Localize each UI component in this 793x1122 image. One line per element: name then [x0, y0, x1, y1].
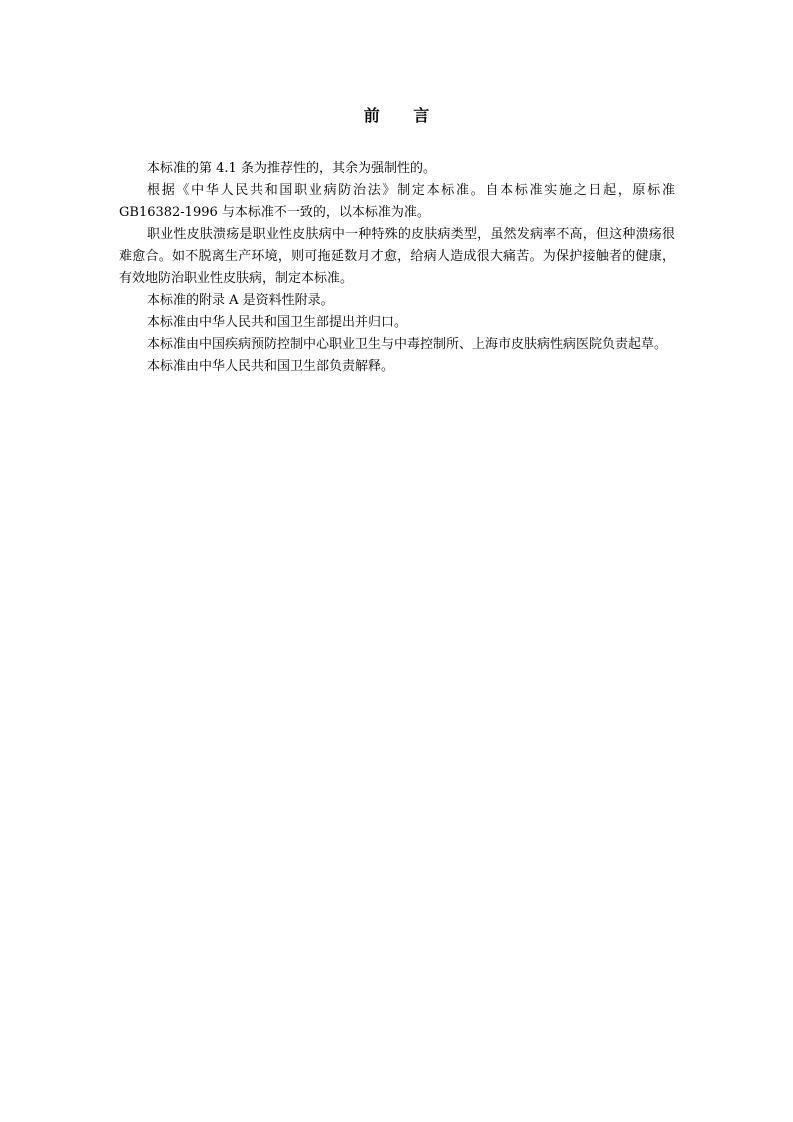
paragraph-interpretation: 本标准由中华人民共和国卫生部负责解释。 — [147, 359, 395, 374]
paragraph-background: 职业性皮肤溃疡是职业性皮肤病中一种特殊的皮肤病类型，虽然发病率不高，但这种溃疡很难愈合。如不脱离生产环境，则可拖延数月才愈，给病人造成很大痛苦。为保护接触者的健康，有效地防治职业性皮肤病，制定本标准。 — [119, 227, 675, 286]
paragraph-proposer: 本标准由中华人民共和国卫生部提出并归口。 — [147, 315, 408, 330]
page-title: 前 言 — [363, 106, 444, 125]
paragraph-legal-basis: 根据《中华人民共和国职业病防治法》制定本标准。自本标准实施之日起，原标准 GB16382-1996 与本标准不一致的，以本标准为准。 — [119, 183, 675, 220]
paragraph-recommended-clause: 本标准的第 4.1 条为推荐性的，其余为强制性的。 — [147, 161, 436, 176]
paragraph-appendix-note: 本标准的附录 A 是资料性附录。 — [147, 293, 334, 308]
foreword-body — [119, 158, 675, 378]
paragraph-drafters: 本标准由中国疾病预防控制中心职业卫生与中毒控制所、上海市皮肤病性病医院负责起草。 — [147, 337, 668, 352]
